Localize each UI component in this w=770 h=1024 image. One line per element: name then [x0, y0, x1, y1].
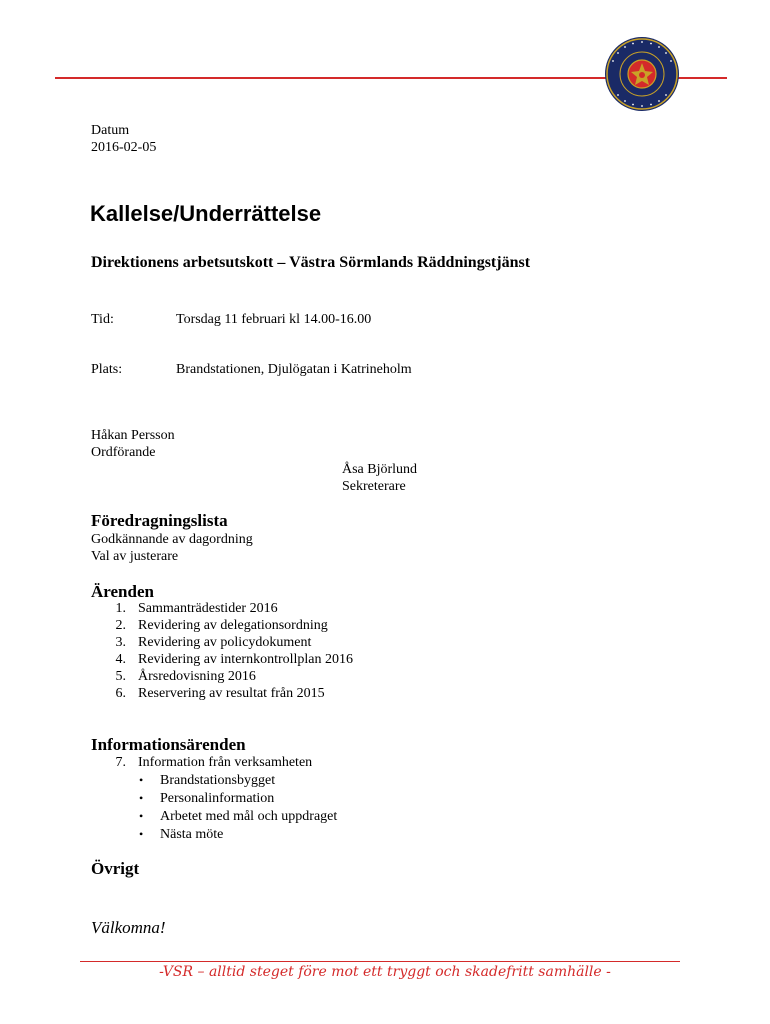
date-value: 2016-02-05 [91, 140, 157, 155]
list-item: Revidering av delegationsordning [138, 618, 328, 633]
page-subtitle: Direktionens arbetsutskott – Västra Sörmlands Räddningstjänst [91, 254, 531, 271]
matters-heading: Ärenden [91, 582, 154, 601]
bullet-icon: • [139, 791, 144, 805]
agenda-item: Val av justerare [91, 549, 179, 564]
list-item: Revidering av policydokument [138, 635, 312, 650]
secretary-name: Åsa Björlund [342, 462, 418, 477]
time-value: Torsdag 11 februari kl 14.00-16.00 [176, 312, 372, 327]
footer-rule [80, 961, 680, 962]
chair-name: Håkan Persson [91, 428, 175, 443]
bullet-icon: • [139, 809, 144, 823]
list-item-number: 1. [115, 601, 126, 616]
agenda-item: Godkännande av dagordning [91, 532, 253, 547]
other-heading: Övrigt [91, 859, 140, 878]
date-label: Datum [91, 123, 130, 138]
list-item-number: 3. [115, 635, 126, 650]
bullet-item: Arbetet med mål och uppdraget [160, 809, 338, 824]
info-heading: Informationsärenden [91, 735, 246, 754]
bullet-icon: • [139, 827, 144, 841]
place-label: Plats: [91, 362, 123, 377]
list-item-number: 5. [115, 669, 126, 684]
page-title: Kallelse/Underrättelse [90, 201, 322, 226]
list-item: Information från verksamheten [138, 755, 313, 770]
list-item: Årsredovisning 2016 [138, 669, 256, 684]
welcome-text: Välkomna! [91, 918, 166, 937]
secretary-role: Sekreterare [342, 479, 406, 494]
list-item-number: 7. [115, 755, 126, 770]
time-label: Tid: [91, 312, 114, 327]
chair-role: Ordförande [91, 445, 156, 460]
bullet-item: Brandstationsbygget [160, 773, 276, 788]
list-item-number: 6. [115, 686, 126, 701]
list-item-number: 4. [115, 652, 126, 667]
bullet-item: Personalinformation [160, 791, 275, 806]
list-item: Sammanträdestider 2016 [138, 601, 278, 616]
list-item-number: 2. [115, 618, 126, 633]
list-item: Reservering av resultat från 2015 [138, 686, 325, 701]
list-item: Revidering av internkontrollplan 2016 [138, 652, 354, 667]
bullet-icon: • [139, 773, 144, 787]
place-value: Brandstationen, Djulögatan i Katrineholm [176, 362, 412, 377]
footer-slogan: -VSR – alltid steget före mot ett tryggt och skadefritt samhälle - [159, 964, 611, 980]
fire-department-emblem-icon [604, 36, 680, 112]
bullet-item: Nästa möte [160, 827, 224, 842]
agenda-heading: Föredragningslista [91, 511, 228, 530]
